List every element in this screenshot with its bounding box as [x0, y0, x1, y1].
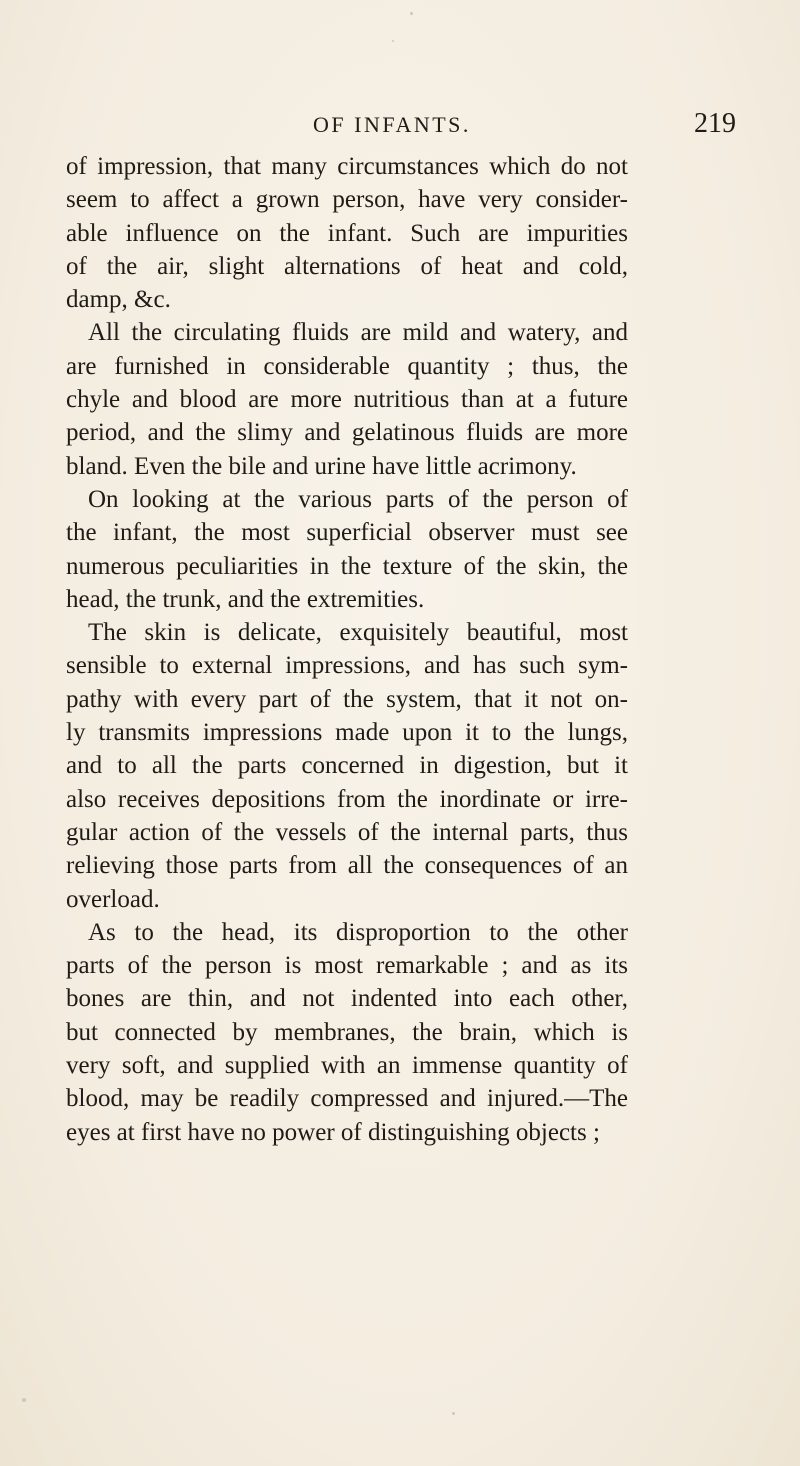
text-line: ly transmits impressions made upon it to the lungs, [66, 719, 628, 747]
text-line: blood, may be readily compressed and injured.—The [66, 1085, 628, 1113]
paper-speck [22, 1398, 26, 1402]
text-line: pathy with every part of the system, that it not on- [66, 685, 628, 713]
text-line: As to the head, its disproportion to the other [88, 918, 628, 946]
text-line: All the circulating fluids are mild and watery, and [88, 319, 628, 347]
page-header [0, 108, 800, 148]
text-line: are furnished in considerable quantity ; thus, the [66, 352, 628, 380]
text-line: overload. [66, 885, 160, 913]
text-line: but connected by membranes, the brain, which is [66, 1018, 628, 1046]
body-text [66, 150, 628, 1149]
paper-speck [410, 12, 413, 15]
text-line: The skin is delicate, exquisitely beautiful, most [88, 619, 628, 647]
paper-speck [452, 1412, 455, 1415]
text-line: period, and the slimy and gelatinous fluids are more [66, 419, 628, 447]
text-line: eyes at first have no power of distinguishing objects ; [66, 1118, 600, 1146]
running-head: OF INFANTS. [313, 112, 471, 137]
text-line: gular action of the vessels of the internal parts, thus [66, 818, 628, 846]
page-number: 219 [694, 108, 736, 139]
text-line: bones are thin, and not indented into each other, [66, 985, 628, 1013]
text-line: head, the trunk, and the extremities. [66, 585, 425, 613]
text-line: numerous peculiarities in the texture of the skin, the [66, 552, 628, 580]
text-line: relieving those parts from all the consequences of an [66, 852, 628, 880]
text-line: parts of the person is most remarkable ; and as its [66, 952, 628, 980]
text-line: damp, &c. [66, 286, 171, 314]
text-line: sensible to external impressions, and has such sym- [66, 652, 628, 680]
paper-speck [392, 40, 394, 42]
text-line: able influence on the infant. Such are impurities [66, 219, 628, 247]
text-line: of impression, that many circumstances which do not [66, 153, 628, 180]
text-line: On looking at the various parts of the person of [88, 485, 628, 513]
text-line: seem to affect a grown person, have very consider- [66, 186, 628, 214]
text-line: bland. Even the bile and urine have little acrimony. [66, 452, 577, 480]
text-line: very soft, and supplied with an immense quantity of [66, 1052, 628, 1080]
text-line: chyle and blood are more nutritious than at a future [66, 386, 628, 414]
text-line: and to all the parts concerned in digestion, but it [66, 752, 628, 780]
text-line: the infant, the most superficial observer must see [66, 519, 628, 547]
text-line: of the air, slight alternations of heat and cold, [66, 252, 628, 280]
text-line: also receives depositions from the inordinate or irre- [66, 785, 628, 813]
